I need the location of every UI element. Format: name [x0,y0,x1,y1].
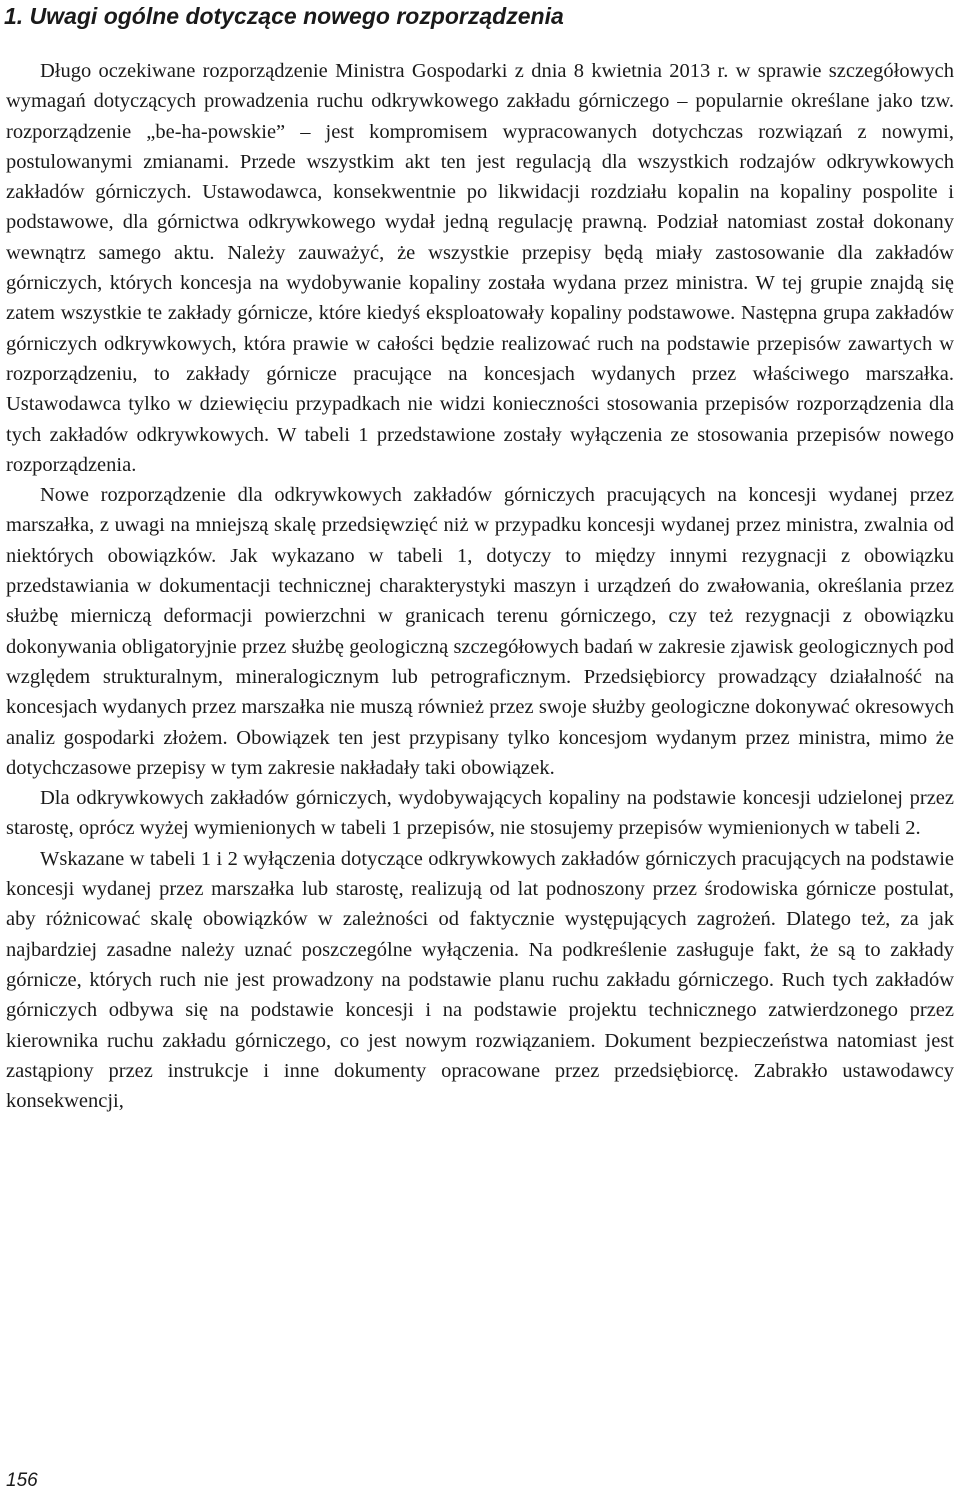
section-heading: 1. Uwagi ogólne dotyczące nowego rozporządzenia [4,3,564,29]
paragraph: Długo oczekiwane rozporządzenie Ministra Gospodarki z dnia 8 kwietnia 2013 r. w sprawie szczegółowych wymagań dotyczących prowadzenia ruchu odkrywkowego zakładu górniczego – popularnie określane jako tzw. rozporządzenie „be-ha-powskie” – jest kompromisem wypracowanych dotychczas rozwiązań z nowymi, postulowanymi zmianami. Przede wszystkim akt ten jest regulacją dla wszystkich rodzajów odkrywkowych zakładów górniczych. Ustawodawca, konsekwentnie po likwidacji rozdziału kopalin na kopaliny pospolite i podstawowe, dla górnictwa odkrywkowego wydał jedną regulację prawną. Podział natomiast został dokonany wewnątrz samego aktu. Należy zauważyć, że wszystkie przepisy będą miały zastosowanie dla zakładów górniczych, których koncesja na wydobywanie kopaliny została wydana przez ministra. W tej grupie znajdą się zatem wszystkie te zakłady górnicze, które kiedyś eksploatowały kopaliny podstawowe. Następna grupa zakładów górniczych odkrywkowych, która prawie w całości będzie realizować ruch na podstawie przepisów zawartych w rozporządzeniu, to zakłady górnicze pracujące na koncesjach wydanych przez właściwego marszałka. Ustawodawca tylko w dziewięciu przypadkach nie widzi konieczności stosowania przepisów rozporządzenia dla tych zakładów odkrywkowych. W tabeli 1 przedstawione zostały wyłączenia ze stosowania przepisów nowego rozporządzenia. [6,60,954,476]
paragraph: Dla odkrywkowych zakładów górniczych, wydobywających kopaliny na podstawie koncesji udzielonej przez starostę, oprócz wyżej wymienionych w tabeli 1 przepisów, nie stosujemy przepisów wymienionych w tabeli 2. [6,787,954,840]
paragraph: Wskazane w tabeli 1 i 2 wyłączenia dotyczące odkrywkowych zakładów górniczych pracujących na podstawie koncesji wydanej przez marszałka lub starostę, realizują od lat podnoszony przez środowiska górnicze postulat, aby różnicować skalę obowiązków w zależności od faktycznie występujących zagrożeń. Dlatego też, za jak najbardziej zasadne należy uznać poszczególne wyłączenia. Na podkreślenie zasługuje fakt, że są to zakłady górnicze, których ruch nie jest prowadzony na podstawie planu ruchu zakładu górniczego. Ruch tych zakładów górniczych odbywa się na podstawie koncesji i na podstawie projektu technicznego zatwierdzonego przez kierownika ruchu zakładu górniczego, co jest nowym rozwiązaniem. Dokument bezpieczeństwa natomiast jest zastąpiony przez instrukcje i inne dokumenty opracowane przez przedsiębiorcę. Zabrakło ustawodawcy konsekwencji, [6,847,954,1113]
paragraph: Nowe rozporządzenie dla odkrywkowych zakładów górniczych pracujących na koncesji wydanej przez marszałka, z uwagi na mniejszą skalę przedsięwzięć niż w przypadku koncesji wydanej przez ministra, zwalnia od niektórych obowiązków. Jak wykazano w tabeli 1, dotyczy to między innymi rezygnacji z obowiązku przedstawiania w dokumentacji technicznej charakterystyki maszyn i urządzeń do zwałowania, określania przez służbę mierniczą deformacji powierzchni w granicach terenu górniczego, czy też rezygnacji z obowiązku dokonywania obligatoryjnie przez służbę geologiczną szczegółowych badań w zakresie zjawisk geologicznych pod względem strukturalnym, mineralogicznym lub petrograficznym. Przedsiębiorcy prowadzący działalność na koncesjach wydanych przez marszałka nie muszą również przez swoje służby geologiczne dokonywać okresowych analiz gospodarki złożem. Obowiązek ten jest przypisany tylko koncesjom wydanym przez ministra, mimo że dotychczasowe przepisy w tym zakresie nakładały taki obowiązek. [6,484,954,779]
body-text [6,56,954,1116]
page-number: 156 [6,1470,38,1491]
